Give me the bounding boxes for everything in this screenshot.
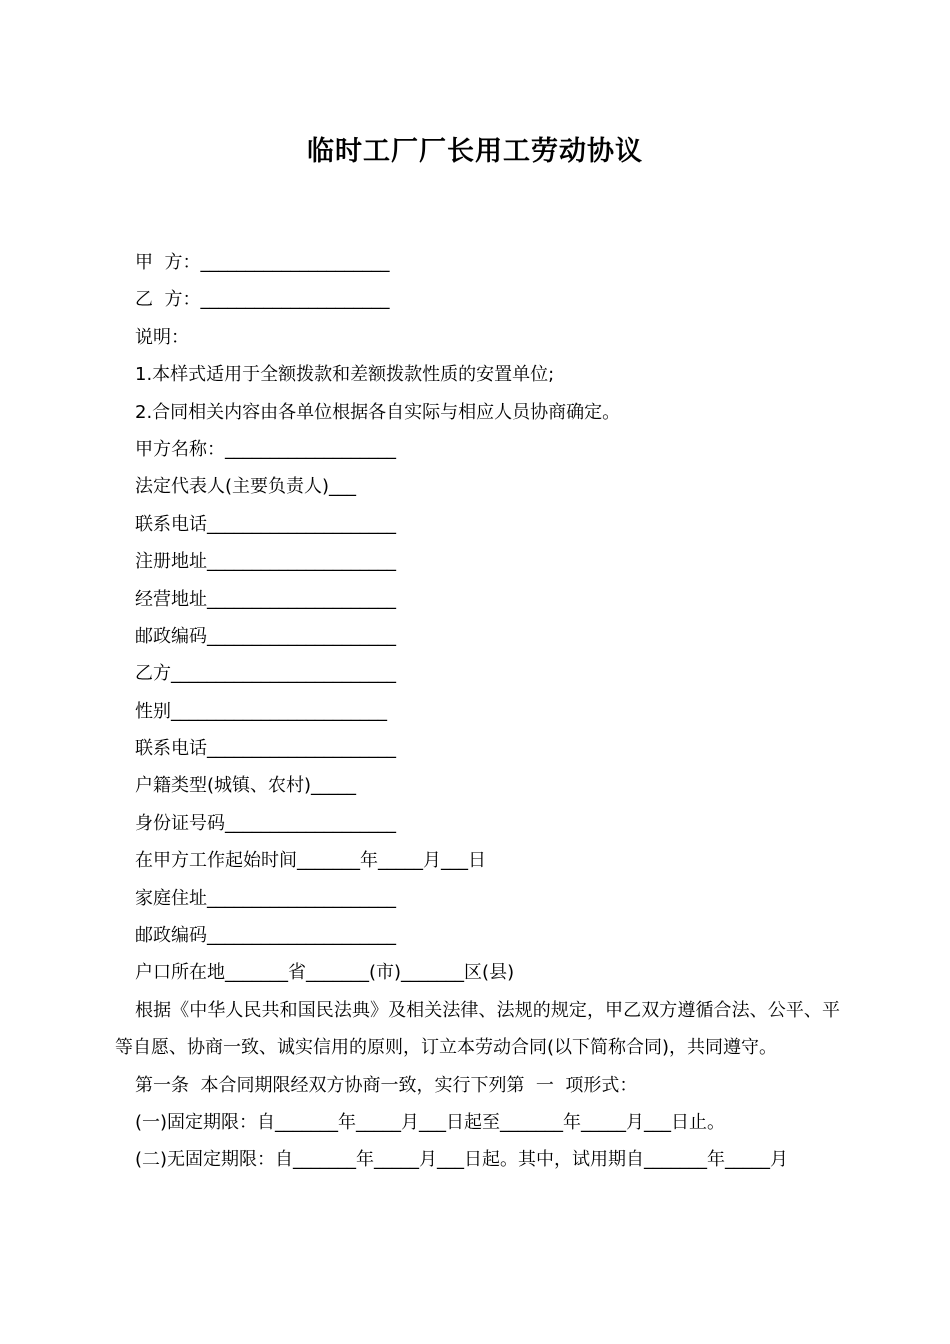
preamble-paragraph: 根据《中华人民共和国民法典》及相关法律、法规的规定，甲乙双方遵循合法、公平、平等自愿、协商一致、诚实信用的原则，订立本劳动合同(以下简称合同)，共同遵守。 <box>115 999 840 1059</box>
party-a-phone-field: 联系电话_____________________ <box>135 513 396 535</box>
party-b-line: 乙 方：_____________________ <box>135 289 390 311</box>
party-b-postcode-field: 邮政编码_____________________ <box>135 925 396 947</box>
document-title: 临时工厂厂长用工劳动协议 <box>307 136 643 167</box>
party-a-postcode-field: 邮政编码_____________________ <box>135 625 396 647</box>
open-ended-clause: (二)无固定期限：自_______年_____月___日起。其中，试用期自_______年_____月 <box>135 1149 789 1171</box>
registered-address-field: 注册地址_____________________ <box>135 551 396 573</box>
party-a-name-field: 甲方名称：___________________ <box>135 438 396 460</box>
fixed-term-clause: (一)固定期限：自_______年_____月___日起至_______年_____月___日止。 <box>135 1112 726 1134</box>
household-type-field: 户籍类型(城镇、农村)_____ <box>135 775 357 797</box>
party-b-name-field: 乙方_________________________ <box>135 663 396 685</box>
document-body <box>115 244 840 1179</box>
legal-representative-field: 法定代表人(主要负责人)___ <box>135 476 357 498</box>
business-address-field: 经营地址_____________________ <box>135 588 396 610</box>
household-location-field: 户口所在地_______省_______(市)_______区(县) <box>135 962 515 984</box>
note-item-2: 2.合同相关内容由各单位根据各自实际与相应人员协商确定。 <box>135 401 621 423</box>
note-item-1: 1.本样式适用于全额拨款和差额拨款性质的安置单位; <box>135 364 555 386</box>
note-heading: 说明： <box>135 326 189 348</box>
gender-field: 性别________________________ <box>135 700 387 722</box>
home-address-field: 家庭住址_____________________ <box>135 887 396 909</box>
party-b-phone-field: 联系电话_____________________ <box>135 738 396 760</box>
party-a-line: 甲 方：_____________________ <box>135 252 390 273</box>
article-1-heading: 第一条 本合同期限经双方协商一致，实行下列第 一 项形式： <box>135 1074 638 1096</box>
start-date-field: 在甲方工作起始时间_______年_____月___日 <box>135 850 486 872</box>
id-number-field: 身份证号码___________________ <box>135 812 396 834</box>
